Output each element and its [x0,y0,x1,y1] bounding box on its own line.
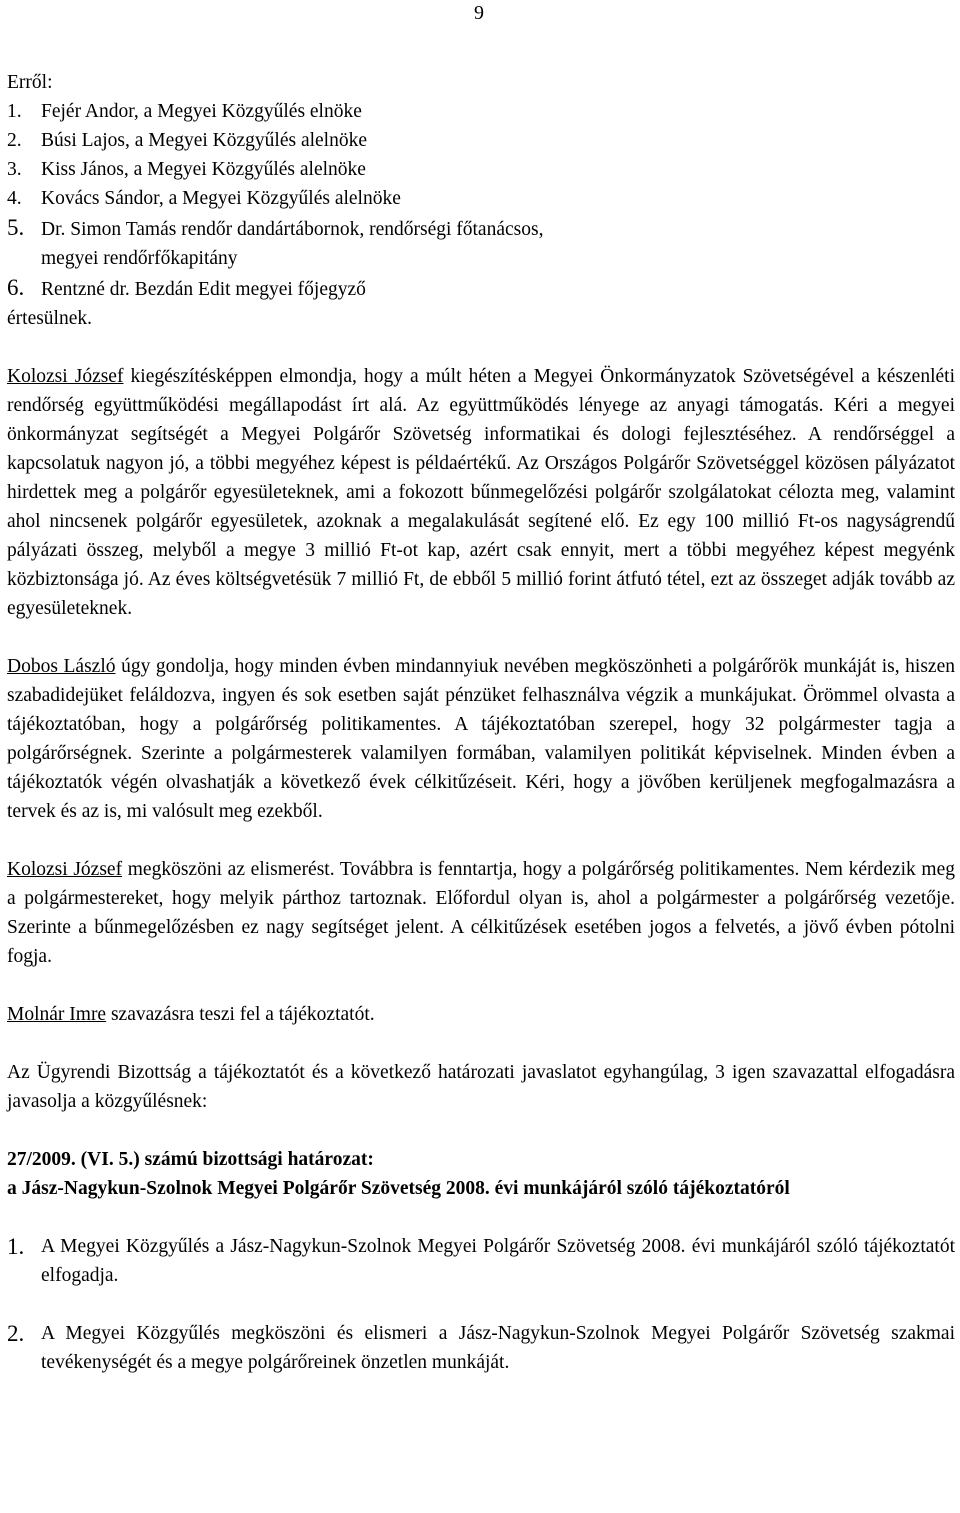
list-text: Kiss János, a Megyei Közgyűlés alelnöke [41,159,366,180]
paragraph-molnar [7,1000,955,1029]
spacer [7,971,955,1000]
resolution-item-number: 1. [7,1234,25,1259]
list-text: Dr. Simon Tamás rendőr dandártábornok, rendőrségi főtanácsos, [41,219,544,240]
resolution-title: 27/2009. (VI. 5.) számú bizottsági határozat: [7,1149,374,1170]
spacer [7,1116,955,1145]
paragraph-dobos [7,652,955,826]
speaker-name: Dobos László [7,656,116,677]
list-number: 2. [7,130,22,151]
resolution-item [7,1319,955,1377]
document-body [7,68,955,1377]
committee-paragraph: Az Ügyrendi Bizottság a tájékoztatót és a következő határozati javaslatot egyhangúlag, 3 igen szavazattal elfogadásra javasolja a közgyűlésnek: [7,1062,955,1112]
paragraph-text: úgy gondolja, hogy minden évben mindannyiuk nevében megköszönheti a polgárőrök munkáját is, hiszen szabadidejüket feláldozva, ingyen és sok esetben saját pénzüket felhasználva végzik a munkájukat. Örömmel olvasta a tájékoztatóban, hogy a polgárőrség politikamentes. A tájékoztatóban szerepel, hogy 32 polgármester tagja a polgárőrségnek. Szerinte a polgármesterek valamilyen formában, valamilyen politikát képviselnek. Minden évben a tájékoztatók végén olvashatják a következő évek célkitűzéseit. Kéri, hogy a jövőben kerüljenek megfogalmazásra a tervek és az is, mi valósult meg ezekből. [7,656,955,822]
list-item-continuation: megyei rendőrfőkapitány [41,248,238,269]
resolution-item-number: 2. [7,1321,25,1346]
paragraph-text: szavazásra teszi fel a tájékoztatót. [106,1004,375,1025]
list-number: 3. [7,159,22,180]
list-text: Fejér Andor, a Megyei Közgyűlés elnöke [41,101,362,122]
list-number: 1. [7,101,22,122]
speaker-name: Molnár Imre [7,1004,107,1025]
list-item [7,155,955,184]
spacer [7,1029,955,1058]
spacer [7,623,955,652]
resolution-item [7,1232,955,1290]
list-number: 6. [7,275,25,300]
list-item [7,273,955,304]
list-item [7,213,955,244]
speaker-name: Kolozsi József [7,366,124,387]
list-number: 4. [7,188,22,209]
resolution-subject: a Jász-Nagykun-Szolnok Megyei Polgárőr Szövetség 2008. évi munkájáról szóló tájékoztatóról [7,1178,790,1199]
paragraph-kolozsi-1 [7,362,955,623]
resolution-item-text: A Megyei Közgyűlés megköszöni és elismeri a Jász-Nagykun-Szolnok Megyei Polgárőr Szövetség szakmai tevékenységét és a megye polgárőreinek önzetlen munkáját. [41,1323,955,1373]
paragraph-kolozsi-2 [7,855,955,971]
list-text: Rentzné dr. Bezdán Edit megyei főjegyző [41,279,366,300]
spacer [7,1290,955,1319]
intro-closing: értesülnek. [7,308,93,329]
list-item [7,126,955,155]
paragraph-text: kiegészítésképpen elmondja, hogy a múlt héten a Megyei Önkormányzatok Szövetségével a készenléti rendőrség együttműködési megállapodást írt alá. Az együttműködés lényege az anyagi támogatás. Kéri a megyei önkormányzat segítségét a Megyei Polgárőr Szövetség informatikai és dologi fejlesztéséhez. A rendőrséggel a kapcsolatuk nagyon jó, a többi megyéhez képest is példaértékű. Az Országos Polgárőr Szövetséggel közösen pályázatot hirdettek meg a polgárőr egyesületeknek, ami a fokozott bűnmegelőzési polgárőr szolgálatokat célozta meg, valamint ahol nincsenek polgárőr egyesületek, azoknak a megalakulását segítené elő. Ez egy 100 millió Ft-os nagyságrendű pályázati összeg, melyből a megye 3 millió Ft-ot kap, azért csak ennyit, mert a többi megyéhez képest megyénk közbiztonsága jó. Az éves költségvetésük 7 millió Ft, de ebből 5 millió forint átfutó tétel, ezt az összeget adják tovább az egyesületeknek. [7,366,955,619]
list-item [7,97,955,126]
page-number: 9 [474,2,484,24]
paragraph-text: megköszöni az elismerést. Továbbra is fenntartja, hogy a polgárőrség politikamentes. Nem kérdezik meg a polgármestereket, hogy melyik párthoz tartoznak. Előfordul olyan is, ahol a polgármester a polgárőrség vezetője. Szerinte a bűnmegelőzésben ez nagy segítséget jelent. A célkitűzések esetében jogos a felvetés, a jövő évben pótolni fogja. [7,859,955,967]
recipient-list [7,97,955,304]
spacer [7,1203,955,1232]
list-text: Búsi Lajos, a Megyei Közgyűlés alelnöke [41,130,368,151]
resolution-item-text: A Megyei Közgyűlés a Jász-Nagykun-Szolnok Megyei Polgárőr Szövetség 2008. évi munkájáról szóló tájékoztatót elfogadja. [41,1236,955,1286]
spacer [7,333,955,362]
spacer [7,826,955,855]
list-text: Kovács Sándor, a Megyei Közgyűlés alelnöke [41,188,401,209]
speaker-name: Kolozsi József [7,859,123,880]
intro-label: Erről: [7,72,53,93]
list-item [7,184,955,213]
list-number: 5. [7,215,25,240]
